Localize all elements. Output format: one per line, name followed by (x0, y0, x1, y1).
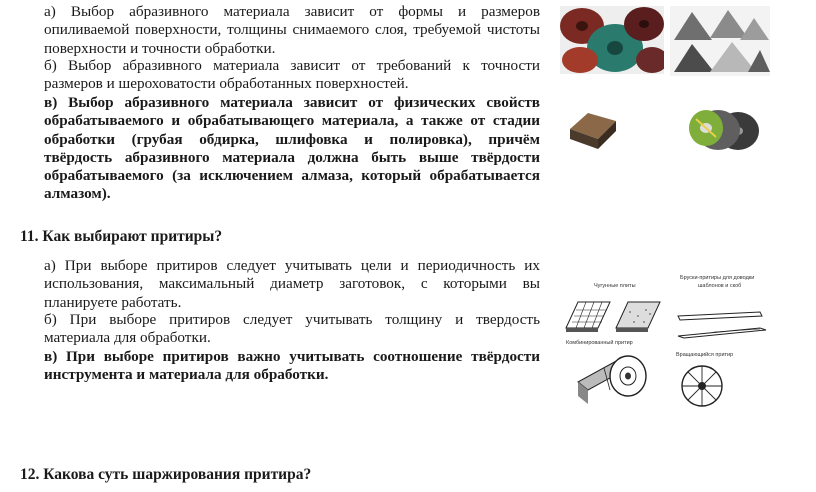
text-line: материала для обработки. (44, 329, 211, 347)
text-line: поверхности и точности обработки. (44, 39, 276, 57)
text-line: б) При выборе притиров следует учитывать толщину и твердость (44, 311, 540, 328)
answer-11v (44, 348, 540, 385)
laps-diagram-drawing (564, 272, 804, 412)
label-plates: Чугунные плиты (594, 283, 636, 289)
question-number: 11. (20, 228, 39, 245)
text-line: обрабатываемого и обрабатывающего материала, а также от стадии (44, 112, 540, 130)
text-line: обработки (грубая обдирка, шлифовка и полировка), причём (44, 130, 540, 148)
label-bars-1: Бруски-притиры для доводки (680, 275, 755, 281)
text-line: обрабатываемого (за исключением алмаза, который обрабатывается (44, 167, 540, 185)
label-cylinder: Комбинированный притир (566, 340, 633, 346)
answer-11b (44, 311, 540, 348)
answer-11a (44, 257, 540, 312)
text-line: опиливаемой поверхности, толщины снимаемого слоя, требуемой чистоты (44, 21, 540, 39)
text-line: инструмента и материала для обработки. (44, 366, 329, 384)
question-11-heading (20, 228, 222, 246)
text-line: планируете работать. (44, 293, 182, 311)
grinding-wheels-image (688, 105, 760, 153)
text-line: а) Выбор абразивного материала зависит от формы и размеров (44, 3, 540, 20)
abrasive-block-photo (568, 107, 620, 151)
label-rotating: Вращающийся притир (676, 352, 734, 358)
answer-10v (44, 94, 540, 204)
laps-diagram (564, 272, 804, 412)
text-line: использования, максимальный диаметр заготовок, с которыми вы (44, 275, 540, 293)
question-12-heading (20, 466, 311, 484)
abrasive-powder-image (670, 6, 770, 76)
abrasive-powder-photo (670, 6, 770, 76)
answer-10b (44, 57, 540, 94)
question-text: Какова суть шаржирования притира? (43, 466, 312, 483)
text-line: твёрдость абразивного материала должна быть выше твёрдости (44, 148, 540, 166)
text-line: б) Выбор абразивного материала зависит от требований к точности (44, 57, 540, 74)
text-line: алмазом). (44, 185, 111, 203)
abrasive-discs-image (560, 6, 664, 74)
answer-10a (44, 3, 540, 58)
abrasive-block-image (568, 107, 620, 151)
text-line: размеров и шероховатости обработанных поверхностей. (44, 75, 409, 93)
text-line: в) При выборе притиров важно учитывать соотношение твёрдости (44, 348, 540, 365)
question-number: 12. (20, 466, 40, 483)
abrasive-discs-photo (560, 6, 664, 74)
label-bars-2: шаблонов и скоб (698, 283, 742, 289)
text-line: а) При выборе притиров следует учитывать цели и периодичность их (44, 257, 540, 274)
grinding-wheels-photo (688, 105, 760, 153)
text-line: в) Выбор абразивного материала зависит от физических свойств (44, 94, 540, 111)
question-text: Как выбирают притиры? (42, 228, 223, 245)
